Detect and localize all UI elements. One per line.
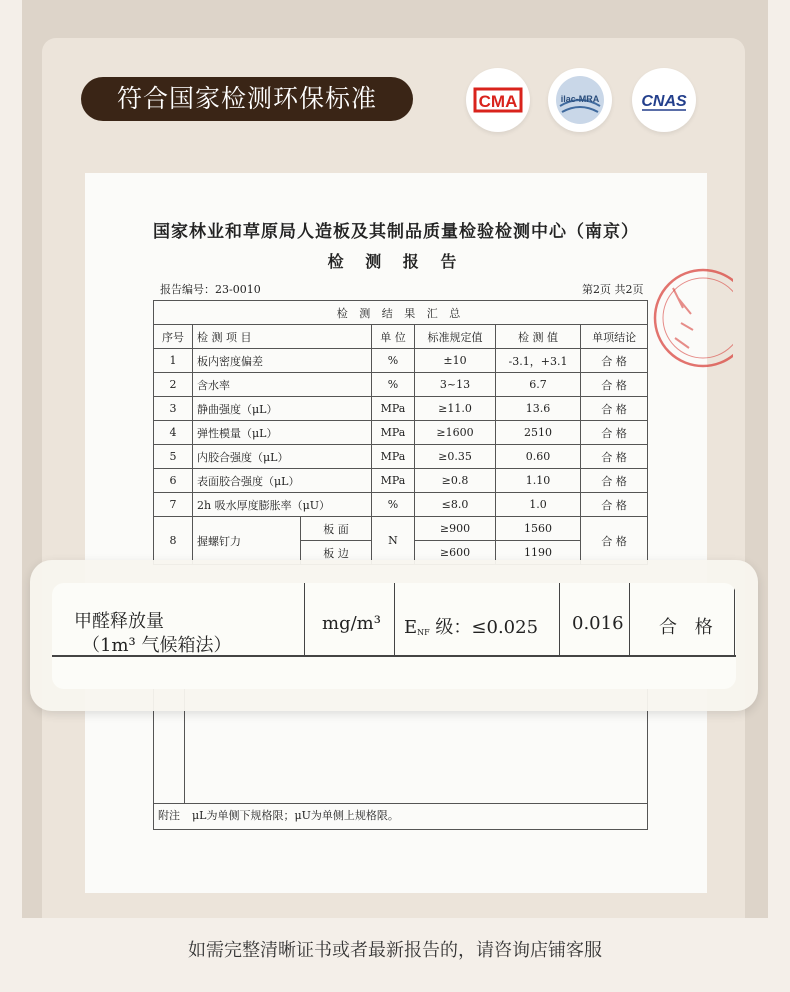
row-value: 13.6 [495,397,581,421]
row-value: 1.10 [495,469,581,493]
row-unit: % [371,349,414,373]
row-conclusion: 合 格 [581,493,648,517]
cma-logo [466,68,530,132]
row-conclusion: 合 格 [581,469,648,493]
note-text: μL为单侧下规格限；μU为单侧上规格限。 [192,809,399,822]
row-std: ≥0.35 [415,445,496,469]
row-no: 6 [154,469,193,493]
row-value: 1.0 [495,493,581,517]
table-row [154,445,648,469]
row-conclusion: 合 格 [581,349,648,373]
row-item: 握螺钉力 [193,517,301,565]
row-unit: N [371,517,414,565]
official-seal-stamp [633,268,733,378]
zoom-value: 0.016 [572,613,624,634]
row-item: 表面胶合强度（μL） [193,469,372,493]
row-std: ≥11.0 [415,397,496,421]
row-subitem: 板 边 [301,541,372,565]
report-number: 报告编号：23-0010 [160,283,261,296]
row-value: -3.1，+3.1 [495,349,581,373]
report-organization: 国家林业和草原局人造板及其制品质量检验检测中心（南京） [153,222,639,242]
zoom-callout-row [52,583,736,689]
results-table [153,300,648,565]
row-std: ≥600 [415,541,496,565]
row-value: 2510 [495,421,581,445]
zoom-item-method: （1m³ 气候箱法） [82,635,232,656]
row-std: 3~13 [415,373,496,397]
row-std: ≥1600 [415,421,496,445]
row-conclusion: 合 格 [581,373,648,397]
header-std: 标准规定值 [415,325,496,349]
row-std: ≤8.0 [415,493,496,517]
table-row [154,373,648,397]
row-item: 2h 吸水厚度膨胀率（μU） [193,493,372,517]
zoom-std-rest: 级：≤0.025 [429,617,539,638]
row-no: 2 [154,373,193,397]
header-conclusion: 单项结论 [581,325,648,349]
row-no: 8 [154,517,193,565]
row-no: 7 [154,493,193,517]
report-page-number: 第2页 共2页 [582,283,644,296]
row-item: 弹性模量（μL） [193,421,372,445]
zoom-unit: mg/m³ [322,613,381,634]
row-conclusion: 合 格 [581,445,648,469]
report-title: 检 测 报 告 [327,252,465,271]
row-std: ≥0.8 [415,469,496,493]
table-row [154,517,648,541]
ilac-logo-text: ilac-MRA [560,94,600,104]
note-label: 附注 [158,809,180,822]
table-row [154,349,648,373]
row-no: 3 [154,397,193,421]
row-std: ≥900 [415,517,496,541]
table-row [154,469,648,493]
zoom-std-sub: NF [417,628,430,637]
row-unit: % [371,493,414,517]
table-row [154,493,648,517]
row-no: 5 [154,445,193,469]
cnas-logo-text: CNAS [641,93,687,110]
row-unit: MPa [371,445,414,469]
cma-logo-text: CMA [478,92,518,111]
ilac-mra-logo [548,68,612,132]
report-document [85,173,707,893]
row-value: 1190 [495,541,581,565]
zoom-standard [404,613,538,639]
zoom-conclusion: 合 格 [659,617,719,638]
row-value: 0.60 [495,445,581,469]
table-title-row [154,301,648,325]
footer-note: 如需完整清晰证书或者最新报告的，请咨询店铺客服 [188,940,602,961]
row-no: 1 [154,349,193,373]
cnas-logo [632,68,696,132]
row-unit: MPa [371,397,414,421]
summary-title: 检 测 结 果 汇 总 [154,301,648,325]
table-row [154,421,648,445]
row-value: 1560 [495,517,581,541]
row-unit: MPa [371,469,414,493]
row-item: 板内密度偏差 [193,349,372,373]
row-unit: % [371,373,414,397]
row-unit: MPa [371,421,414,445]
header-no: 序号 [154,325,193,349]
row-item: 静曲强度（μL） [193,397,372,421]
row-std: ±10 [415,349,496,373]
row-conclusion: 合 格 [581,397,648,421]
table-header-row [154,325,648,349]
row-conclusion: 合 格 [581,517,648,565]
row-conclusion: 合 格 [581,421,648,445]
zoom-item-name: 甲醛释放量 [74,611,164,632]
row-subitem: 板 面 [301,517,372,541]
header-value: 检 测 值 [495,325,581,349]
row-no: 4 [154,421,193,445]
header-item: 检 测 项 目 [193,325,372,349]
row-item: 含水率 [193,373,372,397]
row-value: 6.7 [495,373,581,397]
banner-title: 符合国家检测环保标准 [81,77,413,121]
header-unit: 单 位 [371,325,414,349]
table-row [154,397,648,421]
row-item: 内胶合强度（μL） [193,445,372,469]
zoom-std-prefix: E [404,617,418,638]
